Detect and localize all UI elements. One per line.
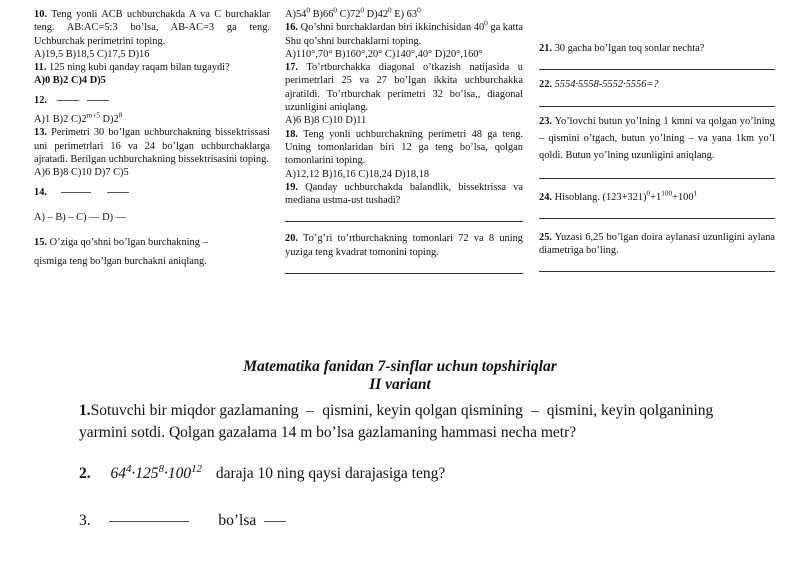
question-10: 10. Teng yonli ACB uchburchakda A va C burchaklar teng. AB:AC=5:3 bo’lsa, AB-AC=3 ga teng. Uchburchak perimetrini toping. — [34, 9, 270, 47]
power-expression: $64^4\cdot 125^8\cdot 100^{12}$ — [110, 462, 202, 482]
answer-line-22[interactable] — [539, 106, 775, 107]
question-15-cont: qismiga teng bo’lgan burchakni aniqlang. — [34, 256, 207, 268]
question-21: 21. 30 gacha bo’lgan toq sonlar nechta? — [539, 43, 705, 54]
question-17: 17. To’rtburchakka diagonal o’tkazish natijasida u perimetrlari 25 va 27 bo’lgan ikkita uchburchakka ajratildi. To’rtburchak perimetri 32 bo’lsa,, diagonal uzunligini aniqlang. — [285, 62, 523, 114]
left-column — [34, 8, 270, 269]
main-question-2: 2. $64^4\cdot 125^8\cdot 100^{12}$ daraja 10 ning qaysi darajasiga teng? — [79, 462, 446, 482]
question-12: 12. — [34, 94, 270, 107]
question-16: 16. Qo’shni burchaklardan biri ikkinchisidan $40^0$ ga katta Shu qo’shni burchaklarni toping. — [285, 19, 523, 47]
answer-line-24[interactable] — [539, 218, 775, 219]
question-11: 11. 125 ning kubi qanday raqam bilan tugaydi? — [34, 62, 230, 74]
question-24: 24. Hisoblang. $(123+321)^0+1^{100}+100^1$ — [539, 189, 698, 203]
question-18: 18. Teng yonli uchburchakning perimetri 48 ga teng. Uning tomonlaridan biri 12 ga teng bo’lsa, qolgan tomonlarini toping. — [285, 128, 523, 167]
question-14-options: A) – B) – C) — D) — — [34, 211, 127, 223]
main-question-1: 1.Sotuvchi bir miqdor gazlamaning qismini, keyin qolgan qismining qismini, keyin qolganining yarmini sotdi. Qolgan gazalama 14 m bo’lsa gazlamaning hammasi necha metr? — [79, 402, 714, 441]
question-12-options: A)1 B)2 $C)2^{m+5}$ $D)2^8$ — [34, 111, 123, 126]
page-title: Matematika fanidan 7-sinflar uchun topshiriqlar — [243, 358, 557, 375]
answer-line-25[interactable] — [539, 271, 775, 272]
question-11-options: A)0 B)2 C)4 D)5 — [34, 75, 106, 87]
answer-line-21[interactable] — [539, 69, 775, 70]
variant-label: II variant — [369, 376, 431, 393]
question-10-options: A)19,5 B)18,5 C)17,5 D)16 — [34, 48, 150, 60]
question-23: 23. Yo’lovchi butun yo’lning 1 kmni va qolgan yo’lning – qismini o’tgach, butun yo’lning – va yana 1km yo’l qoldi. Butun yo’lning uzunligini aniqlang. — [539, 115, 775, 161]
answer-line-20[interactable] — [285, 273, 523, 274]
answer-line-19[interactable] — [285, 221, 523, 222]
main-question-3: 3. bo’lsa — [79, 510, 769, 532]
middle-column — [285, 8, 523, 280]
question-25: 25. Yuzasi 6,25 bo’lgan doira aylanasi uzunligini aylana diametriga bo’ling. — [539, 231, 775, 257]
question-18-options: A)12,12 B)16,16 C)18,24 D)18,18 — [285, 168, 430, 180]
question-13: 13. Perimetri 30 bo’lgan uchburchakning bissektrissasi uni perimetrlari 16 va 24 bo’lgan uchburchaklarga ajratadi. Berilgan uchburchakning bissektrisasini toping. — [34, 127, 270, 165]
question-15: 15. O’ziga qo’shni bo’lgan burchakning – — [34, 237, 208, 249]
question-14: 14. — [34, 186, 270, 199]
question-17-options: A)6 B)8 C)10 D)11 — [285, 115, 367, 127]
question-20: 20. To’g’ri to’rtburchakning tomonlari 72 va 8 uning yuziga teng kvadrat tomonini toping. — [285, 233, 523, 258]
question-15-options: $A)54^0$ $B)66^0$ $C)72^0$ $D)42^0$ E) $63^0$ — [285, 6, 421, 20]
question-16-options: A)110°,70° B)160°,20° C)140°,40° D)20°,160° — [285, 48, 483, 60]
question-22: 22. 5554·5558-5552·5556=? — [539, 79, 659, 91]
question-13-options: A)6 B)8 C)10 D)7 C)5 — [34, 167, 129, 179]
answer-line-23[interactable] — [539, 178, 775, 179]
right-column — [539, 8, 775, 278]
question-19: 19. Qanday uchburchakda balandlik, bissektrissa va mediana ustma-ust tushadi? — [285, 181, 523, 207]
